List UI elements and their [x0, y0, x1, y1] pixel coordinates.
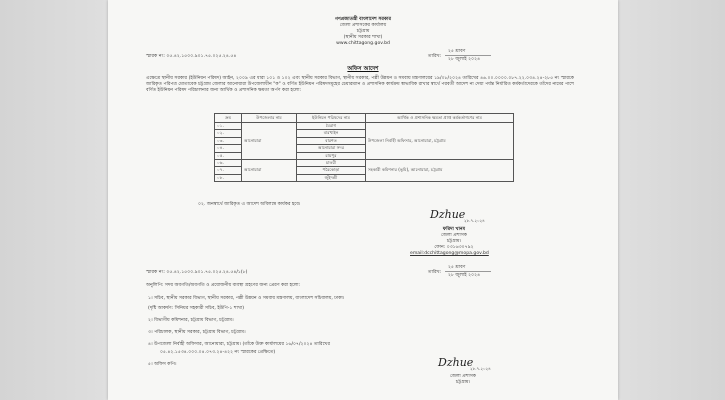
order-title: অফিস আদেশ: [347, 66, 379, 72]
memo2-date-english: ২৮ জুলাই ২০২৪: [448, 273, 481, 278]
signatory2-district: চট্টগ্রাম।: [455, 380, 471, 385]
col-union: ইউনিয়ন পরিষদের নাম: [297, 114, 366, 123]
header-government: গণপ্রজাতন্ত্রী বাংলাদেশ সরকার: [334, 17, 392, 22]
upazila-cell: আনোয়ারা: [242, 160, 297, 182]
header-branch: (স্থানীয় সরকার শাখা): [343, 35, 383, 40]
header-office: জেলা প্রশাসকের কার্যালয়: [339, 23, 387, 28]
authority-table: [214, 113, 514, 182]
distribution-item: ০৫.৪২.১৫৩৪.০০০.০৪.০৭৩.২৪-৪২২ নং স্মারকের প্রেক্ষিতে): [160, 350, 276, 355]
union-cell: রায়পুর: [297, 152, 366, 159]
union-cell: বারখাইন: [297, 130, 366, 137]
union-cell: চাতরী: [297, 160, 366, 167]
header-website: www.chittagong.gov.bd: [336, 41, 390, 46]
serial-cell: ০১.: [215, 123, 242, 130]
signature2-scrawl: Dzhue: [438, 356, 474, 369]
intro-paragraph: এক্ষেত্রে স্থানীয় সরকার (ইউনিয়ন পরিষদ) আইন, ২০০৯ এর ধারা ১০১ ও ১০২ এবং স্থানীয় সরকার বিভাগ, স্থানীয় সরকার, পল্লী উন্নয়ন ও সমবায় মন্ত্রণালয়ের ১৯/০৮/২০২৪ তারিখের ৪৬.০০.০০০০.০৮৭.২২.০৩৪.২৪-২৮৫ নং স্মারকে জারিকৃত পরিপত্র মোতাবেক চট্টগ্রাম জেলার আনোয়ারা উপজেলাধীন "ক" ও বর্ণিত ইউনিয়ন পরিষদসমূহের চেয়ারম্যান ও প্রশাসনিক কার্যক্রম স্বাভাবিক রাখার স্বার্থে পরবর্তী আদেশ না দেয়া পর্যন্ত নির্ধারিত কর্মকর্তাদেরকে তাঁদের নামের পাশে বর্ণিত ইউনিয়ন পরিষদ পরিচালনার জন্য আর্থিক ও প্রশাসনিক ক্ষমতা অর্পণ করা হলো:: [146, 76, 574, 93]
union-cell: জুঁইদন্ডী: [297, 174, 366, 181]
header-district: চট্টগ্রাম: [356, 29, 370, 34]
date-divider: [445, 55, 491, 56]
signatory-email: email:dcchittagong@mopa.gov.bd: [410, 251, 489, 256]
distribution-item: ৪। উপজেলা নির্বাহী অফিসার, আনোয়ারা, চট্টগ্রাম। (তাঁকে উক্ত কার্যালয়ের ১৬/০৭/২০২৪ তারিখের: [148, 342, 330, 347]
union-cell: বৈরাগ: [297, 123, 366, 130]
signature-scrawl: Dzhue: [430, 208, 466, 221]
upazila-cell: আনোয়ারা: [242, 123, 297, 160]
table-row: [215, 160, 514, 167]
col-upazila: উপজেলার নাম: [242, 114, 297, 123]
signature2-date: ২৮.৭.২০২৪: [470, 366, 491, 371]
signatory-designation: জেলা প্রশাসক: [441, 233, 467, 238]
union-cell: বারশত: [297, 137, 366, 144]
distribution-item: ৫। অফিস কপি।: [148, 362, 177, 367]
memo-date-english: ২৮ জুলাই ২০২৪: [448, 57, 481, 62]
effect-note: ০২. জনস্বার্থে জারিকৃত এ আদেশ অবিলম্বে কার্যকর হবে।: [198, 202, 301, 207]
serial-cell: ০৬.: [215, 160, 242, 167]
distribution-item: (দৃষ্টি আকর্ষণ: সিনিয়র সহকারী সচিব, ইউপি-১ শাখা): [148, 306, 245, 311]
signatory-name: ফরিদা খানম: [442, 227, 466, 232]
serial-cell: ০৮.: [215, 174, 242, 181]
memo-number: স্মারক নং: ০৫.৪২.১৫০০.৯০১.৭৫.০২৫.২৪.৫৪: [146, 54, 237, 59]
distribution-item: ৩। পরিচালক, স্থানীয় সরকার, চট্টগ্রাম বিভাগ, চট্টগ্রাম।: [148, 330, 246, 335]
union-cell: আনোয়ারা সদর: [297, 145, 366, 152]
serial-cell: ০৩.: [215, 137, 242, 144]
union-cell: পরৈকোড়া: [297, 167, 366, 174]
memo-date-label: তারিখ:: [428, 54, 442, 59]
col-officer: আর্থিক ও প্রশাসনিক ক্ষমতা প্রাপ্ত কর্মকর্তাগণের নাম: [366, 114, 514, 123]
signature-date: ২৮.৭.২০২৪: [464, 218, 485, 223]
signatory2-designation: জেলা প্রশাসক: [450, 374, 476, 379]
serial-cell: ০৪.: [215, 145, 242, 152]
distribution-item: ২। বিভাগীয় কমিশনার, চট্টগ্রাম বিভাগ, চট্টগ্রাম।: [148, 318, 234, 323]
signatory-phone: ফোন: ০৩১৬৩০৭৯২: [434, 245, 474, 250]
officer-cell: উপজেলা নির্বাহী অফিসার, আনোয়ারা, চট্টগ্রাম: [366, 123, 514, 160]
document-page: [108, 0, 618, 400]
table-row: [215, 123, 514, 130]
memo-date-bangla: ২৫ শ্রাবণ: [448, 49, 466, 54]
officer-cell: সহকারী কমিশনার (ভূমি), আনোয়ারা, চট্টগ্রাম: [366, 160, 514, 182]
serial-cell: ০৫.: [215, 152, 242, 159]
signatory-district: চট্টগ্রাম।: [446, 239, 462, 244]
memo2-date-bangla: ২৫ শ্রাবণ: [448, 265, 466, 270]
serial-cell: ০২.: [215, 130, 242, 137]
distribution-intro: অনুলিপি: সদয় অবগতি/অবগতি ও প্রয়োজনীয় ব্যবস্থা গ্রহণের জন্য প্রেরণ করা হলো:: [146, 283, 301, 288]
distribution-item: ১। সচিব, স্থানীয় সরকার বিভাগ, স্থানীয় সরকার, পল্লী উন্নয়ন ও সমবায় মন্ত্রণালয়, বাংলাদেশ সচিবালয়, ঢাকা।: [148, 296, 345, 301]
col-serial: ক্রম: [215, 114, 242, 123]
memo2-date-label: তারিখ:: [428, 270, 442, 275]
serial-cell: ০৭.: [215, 167, 242, 174]
date-divider: [445, 271, 491, 272]
memo2-number: স্মারক নং: ০৫.৪২.১৫০০.৯০১.৭৫.০২৫.২৪.৫৪/১(৮): [146, 270, 248, 275]
